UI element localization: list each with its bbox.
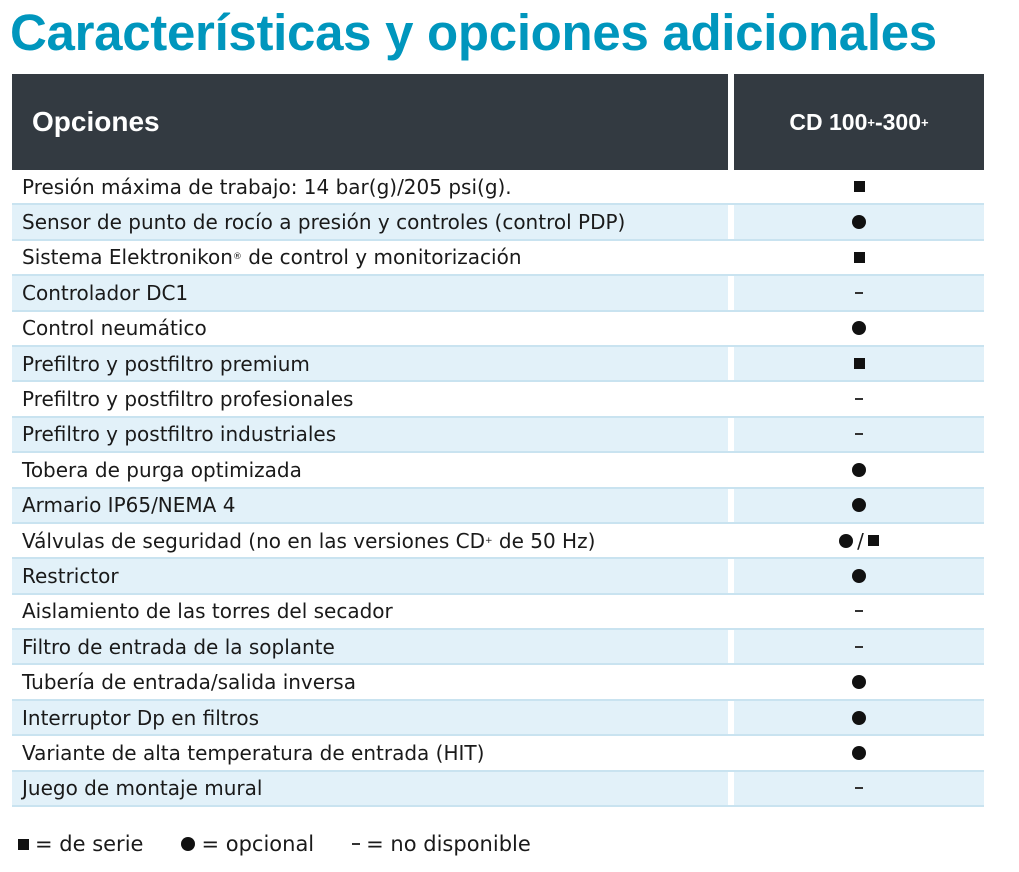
table-row <box>12 559 984 594</box>
option-availability <box>734 418 984 451</box>
option-label <box>12 489 728 522</box>
option-availability <box>734 276 984 309</box>
header-model-sup2: + <box>921 114 929 130</box>
option-label <box>12 276 728 309</box>
option-label <box>12 595 728 628</box>
square-icon <box>854 252 865 263</box>
option-label-text: Interruptor Dp en filtros <box>22 705 260 730</box>
option-availability <box>734 170 984 203</box>
option-availability <box>734 453 984 486</box>
option-label-superscript: ® <box>232 252 242 263</box>
option-label-text: Variante de alta temperatura de entrada (HIT) <box>22 740 485 765</box>
page-title: Características y opciones adicionales <box>10 4 937 61</box>
option-availability <box>734 559 984 592</box>
table-row <box>12 347 984 382</box>
option-label <box>12 312 728 345</box>
option-label-text: Prefiltro y postfiltro premium <box>22 351 310 376</box>
option-label <box>12 524 728 557</box>
option-availability <box>734 205 984 238</box>
table-row <box>12 772 984 807</box>
option-label <box>12 559 728 592</box>
option-label-superscript: + <box>484 535 493 546</box>
option-label <box>12 241 728 274</box>
table-row <box>12 418 984 453</box>
option-label <box>12 418 728 451</box>
option-label <box>12 170 728 203</box>
legend <box>18 828 569 860</box>
option-label-text: Sensor de punto de rocío a presión y controles (control PDP) <box>22 210 626 235</box>
table-header <box>12 74 984 170</box>
option-label-text: Prefiltro y postfiltro industriales <box>22 422 337 447</box>
legend-standard-text: = de serie <box>35 832 144 856</box>
dot-icon <box>852 675 866 689</box>
table-row <box>12 205 984 240</box>
option-label-text: Filtro de entrada de la soplante <box>22 634 335 659</box>
option-label-text: Restrictor <box>22 563 119 588</box>
option-availability <box>734 382 984 415</box>
table-row <box>12 170 984 205</box>
option-label-text-suffix: de control y monitorización <box>241 245 522 270</box>
option-label-text: Armario IP65/NEMA 4 <box>22 493 236 518</box>
dot-icon <box>852 498 866 512</box>
option-label-text: Prefiltro y postfiltro profesionales <box>22 387 354 412</box>
table-row <box>12 524 984 559</box>
dash-icon <box>855 433 863 435</box>
option-label-text: Controlador DC1 <box>22 280 189 305</box>
option-label <box>12 665 728 698</box>
legend-standard <box>18 832 143 856</box>
table-row <box>12 595 984 630</box>
dot-icon <box>852 569 866 583</box>
dash-icon <box>855 646 863 648</box>
table-row <box>12 276 984 311</box>
table-row <box>12 630 984 665</box>
option-label-text: Válvulas de seguridad (no en las versiones CD <box>22 528 485 553</box>
dash-icon <box>855 787 863 789</box>
dot-icon <box>852 215 866 229</box>
header-model-main: CD 100 <box>789 108 868 135</box>
dash-icon <box>855 398 863 400</box>
option-label <box>12 205 728 238</box>
header-model-sup1: + <box>867 114 875 130</box>
legend-optional <box>181 832 314 856</box>
dot-icon <box>852 463 866 477</box>
square-icon <box>18 839 29 850</box>
option-label <box>12 382 728 415</box>
dash-icon <box>855 610 863 612</box>
dash-icon <box>855 292 863 294</box>
dash-icon <box>352 843 360 845</box>
option-label <box>12 453 728 486</box>
square-icon <box>868 535 879 546</box>
dot-icon <box>181 837 195 851</box>
option-availability <box>734 241 984 274</box>
option-label-text: Tobera de purga optimizada <box>22 457 302 482</box>
table-row <box>12 736 984 771</box>
table-row <box>12 453 984 488</box>
dot-icon <box>852 711 866 725</box>
option-label-text-suffix: de 50 Hz) <box>492 528 596 553</box>
table-row <box>12 312 984 347</box>
option-availability <box>734 312 984 345</box>
option-label-text: Tubería de entrada/salida inversa <box>22 670 356 695</box>
table-body <box>12 170 984 807</box>
table-row <box>12 665 984 700</box>
option-availability <box>734 665 984 698</box>
option-availability <box>734 736 984 769</box>
legend-unavailable-text: = no disponible <box>366 832 531 856</box>
option-availability <box>734 772 984 805</box>
header-model <box>734 74 984 170</box>
option-label <box>12 701 728 734</box>
option-label-text: Presión máxima de trabajo: 14 bar(g)/205 psi(g). <box>22 174 512 199</box>
table-row <box>12 489 984 524</box>
option-label <box>12 772 728 805</box>
option-label-text: Aislamiento de las torres del secador <box>22 599 393 624</box>
square-icon <box>854 181 865 192</box>
table-row <box>12 241 984 276</box>
header-options: Opciones <box>12 74 728 170</box>
option-availability <box>734 489 984 522</box>
option-label <box>12 630 728 663</box>
option-availability <box>734 701 984 734</box>
option-label-text: Control neumático <box>22 316 207 341</box>
dot-icon <box>852 746 866 760</box>
option-availability <box>734 595 984 628</box>
option-availability <box>734 347 984 380</box>
options-table <box>12 74 984 807</box>
option-label <box>12 736 728 769</box>
square-icon <box>854 358 865 369</box>
option-label <box>12 347 728 380</box>
dot-icon <box>839 534 853 548</box>
option-label-text: Sistema Elektronikon <box>22 245 233 270</box>
slash-separator: / <box>857 528 864 553</box>
option-availability <box>734 524 984 557</box>
table-row <box>12 382 984 417</box>
option-availability <box>734 630 984 663</box>
option-label-text: Juego de montaje mural <box>22 776 263 801</box>
table-row <box>12 701 984 736</box>
legend-unavailable <box>352 832 531 856</box>
header-model-mid: -300 <box>874 108 922 135</box>
legend-optional-text: = opcional <box>201 832 315 856</box>
dot-icon <box>852 321 866 335</box>
